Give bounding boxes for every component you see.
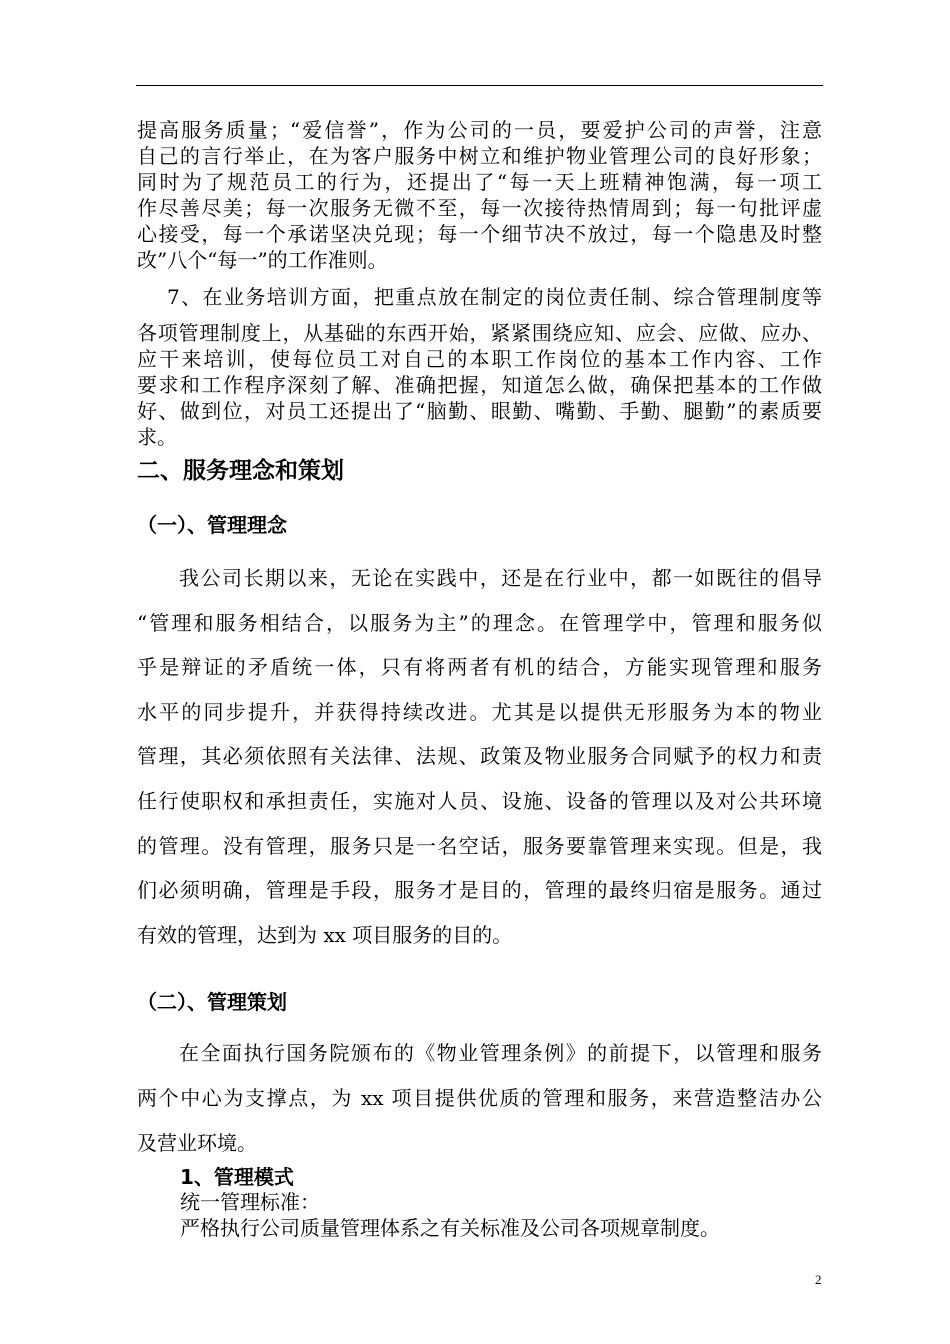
paragraph-management-concept	[137, 556, 822, 957]
text-line: 管理，其必须依照有关法律、法规、政策及物业服务合同赋予的权力和责	[137, 744, 822, 769]
text-line: 应干来培训，使每位员工对自己的本职工作岗位的基本工作内容、工作	[137, 347, 822, 371]
paragraph-management-planning	[137, 1031, 822, 1166]
management-mode-text: 严格执行公司质量管理体系之有关标准及公司各项规章制度。	[180, 1216, 720, 1240]
text-line: 自己的言行举止，在为客户服务中树立和维护物业管理公司的良好形象；	[137, 144, 822, 168]
text-line: 心接受，每一个承诺坚决兑现；每一个细节决不放过，每一个隐患及时整	[137, 222, 822, 246]
text-line: 及营业环境。	[137, 1131, 257, 1155]
text-line: 在全面执行国务院颁布的《物业管理条例》的前提下，以管理和服务	[179, 1041, 822, 1065]
text-line: 要求和工作程序深刻了解、准确把握，知道怎么做，确保把基本的工作做	[137, 373, 822, 397]
text-line: “管理和服务相结合，以服务为主”的理念。在管理学中，管理和服务似	[137, 610, 822, 635]
header-rule	[136, 85, 823, 86]
subsection-heading-concept: （一）、管理理念	[137, 513, 287, 537]
text-line: 各项管理制度上，从基础的东西开始，紧紧围绕应知、应会、应做、应办、	[137, 321, 822, 345]
text-line: 的管理。没有管理，服务只是一名空话，服务要靠管理来实现。但是，我	[137, 833, 822, 858]
text-line: 同时为了规范员工的行为，还提出了“每一天上班精神饱满，每一项工	[137, 170, 822, 194]
text-line: 改”八个“每一”的工作准则。	[137, 248, 388, 272]
text-line: 们必须明确，管理是手段，服务才是目的，管理的最终归宿是服务。通过	[137, 878, 822, 903]
paragraph-item-7-first-line: 7、在业务培训方面，把重点放在制定的岗位责任制、综合管理制度等	[167, 285, 822, 309]
paragraph-service-principles	[137, 117, 822, 273]
text-line: 任行使职权和承担责任，实施对人员、设施、设备的管理以及对公共环境	[137, 788, 822, 813]
management-mode-subtitle: 统一管理标准：	[180, 1190, 320, 1214]
text-line: 作尽善尽美；每一次服务无微不至，每一次接待热情周到；每一句批评虚	[137, 196, 822, 220]
page-number: 2	[815, 1272, 822, 1287]
management-mode-heading: 1、管理模式	[180, 1165, 294, 1189]
subsection-heading-planning: （二）、管理策划	[137, 990, 287, 1014]
section-heading: 二、服务理念和策划	[137, 458, 344, 484]
text-line: 两个中心为支撑点，为 xx 项目提供优质的管理和服务，来营造整洁办公	[137, 1086, 822, 1110]
paragraph-item-7	[137, 320, 822, 450]
text-line: 好、做到位，对员工还提出了“脑勤、眼勤、嘴勤、手勤、腿勤”的素质要	[137, 399, 822, 423]
text-line: 有效的管理，达到为 xx 项目服务的目的。	[137, 922, 513, 947]
text-line: 水平的同步提升，并获得持续改进。尤其是以提供无形服务为本的物业	[137, 699, 822, 724]
text-line: 乎是辩证的矛盾统一体，只有将两者有机的结合，方能实现管理和服务	[137, 655, 822, 680]
text-line: 求。	[137, 425, 177, 449]
text-line: 我公司长期以来，无论在实践中，还是在行业中，都一如既往的倡导	[179, 566, 822, 590]
text-line: 提高服务质量；“爱信誉”，作为公司的一员，要爱护公司的声誉，注意	[137, 118, 822, 142]
